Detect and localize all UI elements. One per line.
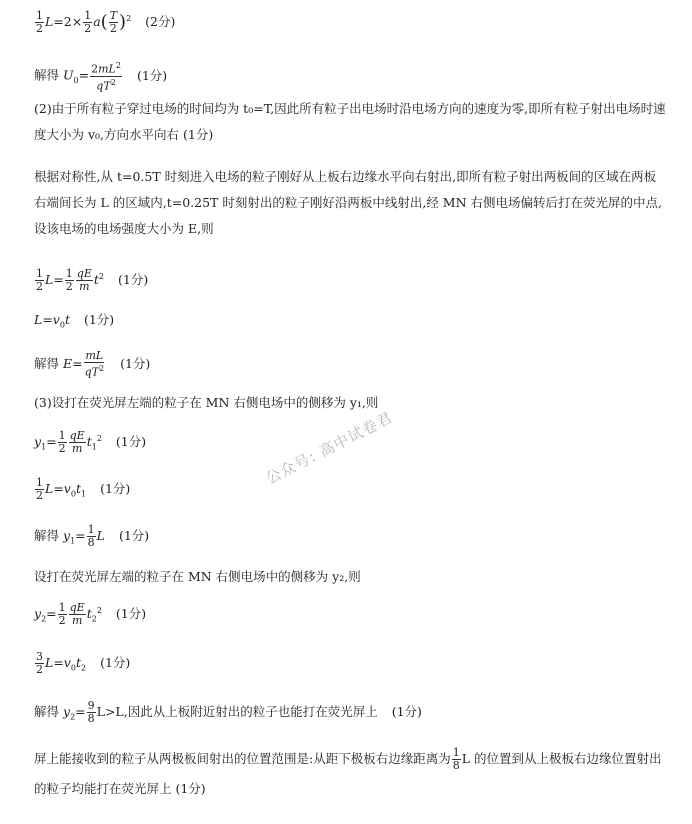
paragraph-range: 屏上能接收到的粒子从两极板间射出的位置范围是:从距下极板右边缘距离为 $\frac{1}{8}$ L 的位置到从上极板右边缘位置射出的粒子均能打在荧光屏上 (1分)	[34, 746, 662, 796]
score: (1分)	[136, 67, 168, 83]
result-E: 解得 E= $\frac{mL}{qT^2}$ (1分)	[34, 349, 151, 379]
paragraph-y2: 设打在荧光屏左端的粒子在 MN 右侧电场中的侧移为 y₂,则	[34, 569, 361, 584]
watermark: 公众号: 高中试卷君	[262, 408, 396, 488]
score: (2分)	[145, 14, 176, 29]
score: (1分)	[100, 481, 131, 496]
score: (1分)	[118, 528, 150, 543]
score: (1分)	[115, 434, 147, 449]
score: (1分)	[115, 606, 147, 621]
equation-L-v0t: $L=v_0t$ (1分)	[34, 312, 115, 330]
result-y1: 解得 $y_1=$ $\frac{1}{8}$ L (1分)	[34, 523, 150, 549]
score: (1分)	[117, 272, 149, 287]
score: (1分)	[83, 312, 115, 327]
equation-E: $\frac{1}{2}$ L= $\frac{1}{2}$ $\frac{qE}{m}$ $t^2$ (1分)	[36, 267, 149, 293]
equation-y1: $y_1=$ $\frac{1}{2}$ $\frac{qE}{m}$ $t_1^2$ (1分)	[34, 429, 147, 455]
paragraph-part3: (3)设打在荧光屏左端的粒子在 MN 右侧电场中的侧移为 y₁,则	[34, 395, 379, 410]
score: (1分)	[391, 704, 422, 719]
paragraph-symmetry: 根据对称性,从 t=0.5T 时刻进入电场的粒子刚好从上板右边缘水平向右射出,即所有粒子射出两板间的区域在两板右端间长为 L 的区域内,t=0.25T 时刻射出的粒子刚好沿两板中线射出,经 MN 右侧电场偏转后打在荧光屏的中点,设该电场的电场强度大小为 E,则	[34, 169, 662, 236]
score: (1分)	[100, 655, 131, 670]
paragraph-part2: (2)由于所有粒子穿过电场的时间均为 t₀=T,因此所有粒子出电场时沿电场方向的速度为零,即所有粒子射出电场时速度大小为 v₀,方向水平向右 (1分)	[34, 101, 666, 142]
result-y2: 解得 $y_2=$ $\frac{9}{8}$ L>L,因此从上板附近射出的粒子也能打在荧光屏上 (1分)	[34, 699, 422, 725]
equation-half-L: $\frac{1}{2}$ L=2× $\frac{1}{2}$ a( $\frac{T}{2}$ )$^2$ (2分)	[36, 9, 176, 35]
equation-t2: $\frac{3}{2}$ $L=v_0t_2$ (1分)	[36, 650, 131, 676]
result-U0: 解得 $U_0=$ $\frac{2mL^2}{qT^2}$ (1分)	[34, 61, 168, 93]
score: (1分)	[120, 355, 151, 371]
equation-y2: $y_2=$ $\frac{1}{2}$ $\frac{qE}{m}$ $t_2^2$ (1分)	[34, 601, 147, 627]
equation-t1: $\frac{1}{2}$ $L=v_0t_1$ (1分)	[36, 476, 131, 502]
